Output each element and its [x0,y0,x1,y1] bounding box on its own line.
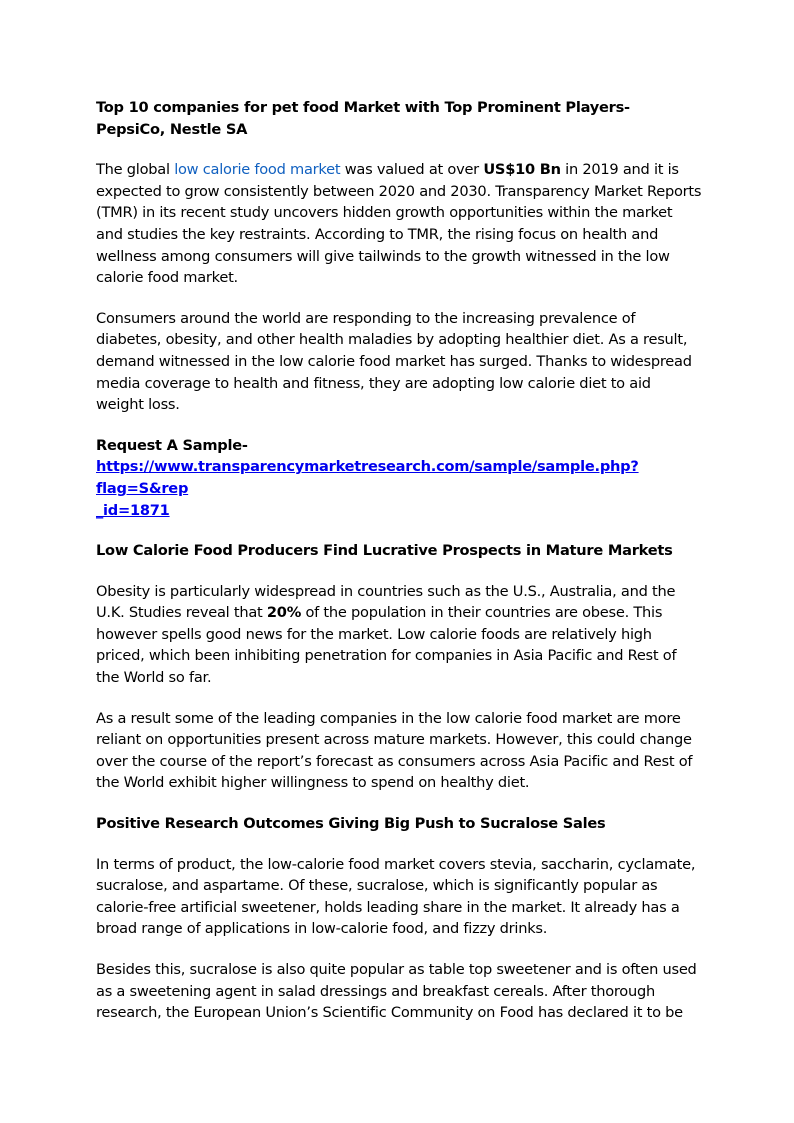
request-sample-link-block [96,456,702,521]
heading-mature-markets: Low Calorie Food Producers Find Lucrative Prospects in Mature Markets [96,542,673,560]
p1-text-mid: was valued at over [340,161,484,179]
p3-text-start: Obesity is particularly widespread in countries such as the U.S., Australia, and the U.K. Studies reveal that [96,582,676,622]
heading-sucralose: Positive Research Outcomes Giving Big Push to Sucralose Sales [96,815,606,833]
request-sample-link[interactable] [96,458,639,518]
sample-url-line-2: _id=1871 [96,501,170,519]
p3-text-end: of the population in their countries are obese. This however spells good news for the market. Low calorie foods are relatively high priced, which been inhibiting penetration for companies in Asia Pacific and Rest of the World so far. [96,604,677,687]
paragraph-product-types: In terms of product, the low-calorie food market covers stevia, saccharin, cyclamate, sucralose, and aspartame. Of these, sucralose, which is significantly popular as calorie-free artificial sweetener, holds leading share in the market. It already has a broad range of applications in low-calorie food, and fizzy drinks. [96,855,696,938]
paragraph-consumers: Consumers around the world are responding to the increasing prevalence of diabetes, obesity, and other health maladies by adopting healthier diet. As a result, demand witnessed in the low calorie food market has surged. Thanks to widespread media coverage to health and fitness, they are adopting low calorie diet to aid weight loss. [96,309,692,414]
obesity-percent-bold: 20% [266,604,302,622]
p1-text-start: The global [96,161,175,179]
paragraph-obesity [96,581,702,689]
market-value-bold: US$10 Bn [483,161,561,179]
p1-text-end: in 2019 and it is expected to grow consistently between 2020 and 2030. Transparency Market Reports (TMR) in its recent study uncovers hidden growth opportunities within the market and studies the key restraints. According to TMR, the rising focus on health and wellness among consumers will give tailwinds to the growth witnessed in the low calorie food market. [96,161,702,287]
sample-url-line-1: https://www.transparencymarketresearch.com/sample/sample.php?flag=S&rep [96,458,639,497]
paragraph-leading-companies: As a result some of the leading companies in the low calorie food market are more reliant on opportunities present across mature markets. However, this could change over the course of the report’s forecast as consumers across Asia Pacific and Rest of the World exhibit higher willingness to spend on healthy diet. [96,709,693,792]
paragraph-market-value [96,159,702,289]
document-title: Top 10 companies for pet food Market with Top Prominent Players- PepsiCo, Nestle SA [96,99,630,138]
paragraph-sucralose-usage: Besides this, sucralose is also quite popular as table top sweetener and is often used as a sweetening agent in salad dressings and breakfast cereals. After thorough research, the European Union’s Scientific Community on Food has declared it to be [96,961,697,1022]
low-calorie-food-market-link[interactable]: low calorie food market [174,161,341,179]
document-body [96,97,702,1024]
request-sample-label: Request A Sample- [96,436,248,454]
